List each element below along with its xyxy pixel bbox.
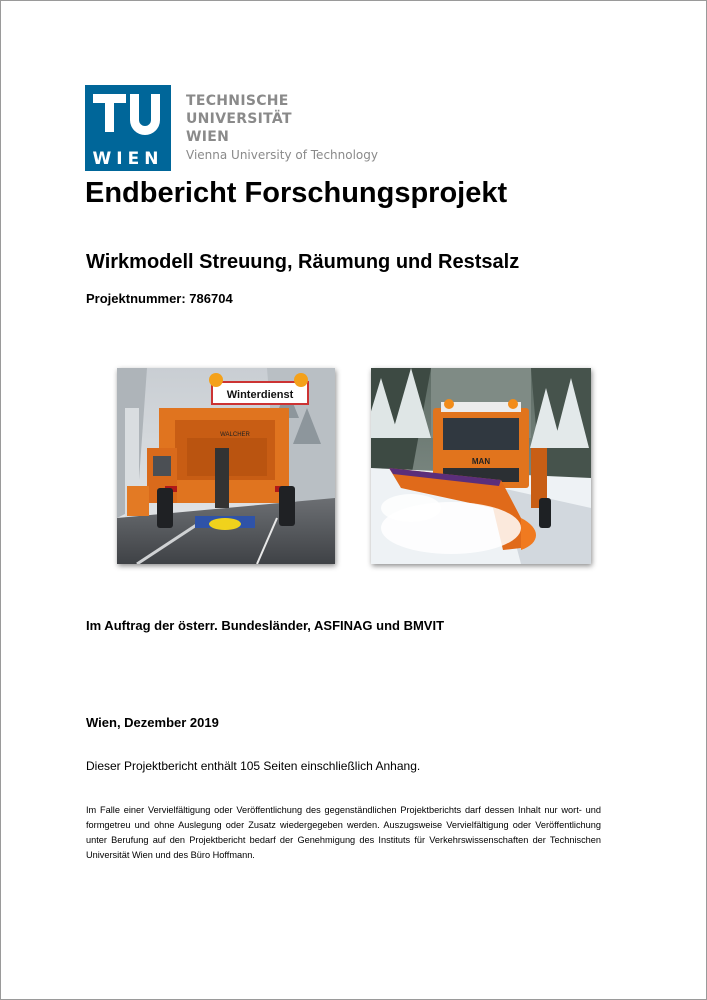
reproduction-disclaimer: Im Falle einer Vervielfältigung oder Veröffentlichung des gegenständlichen Projektberichts darf dessen Inhalt nur wort- und formgetreu und ohne Auslegung oder Zusatz wiedergegeben werden. Auszugsweise Vervielfältigung oder Veröffentlichung unter Berufung auf den Projektbericht bedarf der Genehmigung des Instituts für Verkehrswissenschaften der Technischen Universität Wien und des Büro Hoffmann.	[86, 805, 601, 860]
truck-sign-text: Winterdienst	[226, 389, 294, 401]
gritting-truck-photo	[117, 368, 335, 564]
university-english-name: Vienna University of Technology	[186, 148, 378, 162]
report-subtitle: Wirkmodell Streuung, Räumung und Restsalz	[86, 251, 520, 273]
project-number: Projektnummer: 786704	[86, 291, 233, 306]
university-name-line-2: UNIVERSITÄT	[186, 111, 292, 127]
university-name-line-3: WIEN	[186, 129, 230, 145]
truck-plate-text: WALCHER	[220, 432, 250, 438]
commissioned-by: Im Auftrag der österr. Bundesländer, ASFINAG und BMVIT	[86, 618, 445, 633]
place-and-date: Wien, Dezember 2019	[86, 715, 219, 730]
report-title: Endbericht Forschungsprojekt	[85, 177, 508, 209]
logo-mark-word: WIEN	[92, 149, 164, 169]
page-count-note: Dieser Projektbericht enthält 105 Seiten einschließlich Anhang.	[86, 759, 421, 773]
truck-cab-text: MAN	[471, 457, 491, 466]
university-name-block	[186, 92, 378, 163]
tu-wien-logo	[85, 85, 171, 171]
snow-plough-photo	[371, 368, 591, 564]
university-name-line-1: TECHNISCHE	[186, 93, 289, 109]
